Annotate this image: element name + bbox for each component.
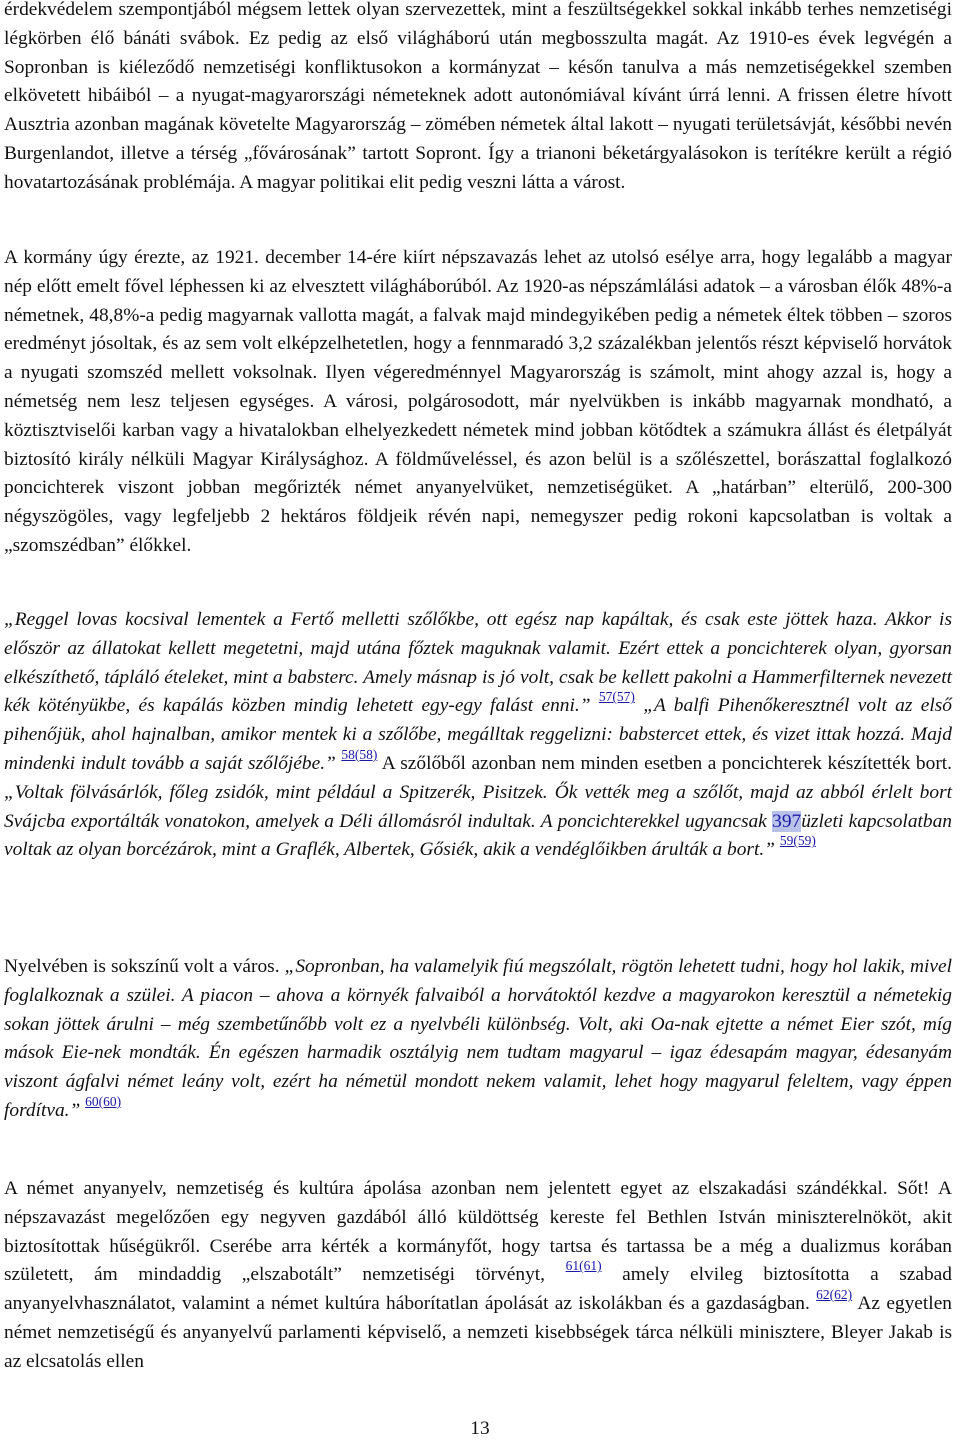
quote-3-continued: üzleti kapcsolatban voltak az olyan borcézárok, mint a Graflék, Albertek, Gősiék, akik a vendéglőikben árulták a bort.” — [4, 810, 952, 861]
paragraph-2-text: A kormány úgy érezte, az 1921. december 14-ére kiírt népszavazás lehet az utolsó esélye arra, hogy legalább a magyar nép előtt emelt fővel léphessen ki az elvesztett világháborúból. Az 1920-as népszámlálási adatok – a városban élők 48%-a németnek, 48,8%-a pedig magyarnak vallotta magát, a falvak majd mindegyikében pedig a németek éltek többen – szoros eredményt jósoltak, és az sem volt elképzelhetetlen, hogy a fennmaradó 3,2 százalékban jelentős részt képviselő horvátok a nyugati szomszéd mellett voksolnak. Ilyen végeredménnyel Magyarország is számolt, mint ahogy azzal is, hogy a németség nem lesz teljesen egységes. A városi, polgárosodott, már nyelvükben is inkább magyarnak mondható, a köztisztviselői karban vagy a hivatalokban elhelyezkedett németek mind jobban kötődtek a számukra állást és életpályát biztosító király nélküli Magyar Királysághoz. A földműveléssel, és azon belül is a szőlészettel, borászattal foglalkozó poncichterek viszont jobban megőrizték német anyanyelvüket, nemzetiségüket. A „határban” elterülő, 200-300 négyszögöles, vagy legfeljebb 2 hektáros földjeik révén napi, nemegyszer pedig rokoni kapcsolatban is voltak a „szomszédban” élőkkel. — [4, 247, 952, 556]
paragraph-3-text: A szőlőből azonban nem minden esetben a poncichterek készítették bort. — [377, 752, 953, 774]
footnote-link-57[interactable]: 57(57) — [598, 689, 635, 705]
quote-1: „Reggel lovas kocsival lementek a Fertő melletti szőlőkbe, ott egész nap kapáltak, és csak este jöttek haza. Akkor is először az állatokat kellett megetetni, majd utána főztek maguknak valamit. Ezért ettek a poncichterek olyan, gyorsan elkészíthető, tápláló ételeket, mint a babsterc. Amely másnap is jó volt, csak be kellett pakolni a Hammerfilternek nevezett kék kötényükbe, és kapálás közben mindig lehetett egy-egy falást enni.” — [4, 609, 952, 717]
quote-2: „A balfi Pihenőkeresztnél volt az első pihenőjük, ahol hajnalban, amikor mentek ki a szőlőbe, megálltak reggelizni: babstercet ettek, és vizet ittak hozzá. Majd mindenki indult tovább a saját szőlőjébe.” — [4, 695, 952, 774]
quote-4: „Sopronban, ha valamelyik fiú megszólalt, rögtön lehetett tudni, hogy hol lakik, mivel foglalkoznak a szülei. A piacon – ahova a környék falvaiból a horvátoktól kezdve a magyarokon keresztül a németekig sokan jöttek árulni – még szembetűnőbb volt ez a nyelvbéli különbség. Volt, aki Oa-nak ejtette a német Eier szót, míg mások Eie-nek mondták. Én egészen harmadik osztályig nem tudtam magyarul – igaz édesapám magyar, édesanyám viszont ágfalvi német leány volt, ezért ha németül mondott nekem valamit, lehet hogy magyarul feleltem, vagy éppen fordítva.” — [4, 956, 953, 1121]
paragraph-3-quotes — [4, 606, 952, 865]
page-marker-highlight[interactable]: 397 — [772, 810, 802, 832]
footnote-link-60[interactable]: 60(60) — [85, 1093, 122, 1109]
footnote-link-62[interactable]: 62(62) — [816, 1287, 853, 1303]
paragraph-4-text: Nyelvében is sokszínű volt a város. — [4, 956, 285, 977]
paragraph-5-text-a: A német anyanyelv, nemzetiség és kultúra ápolása azonban nem jelentett egyet az elszakadási szándékkal. Sőt! A népszavazást megelőzően egy negyven gazdából álló küldöttség kereste fel Bethlen István miniszterelnököt, akit biztosítottak hűségükről. Cserébe arra kérték a kormányfőt, hogy tartsa és tartassa be a még a dualizmus korában született, ám mindaddig „elszabotált” nemzetiségi törvényt, — [4, 1178, 952, 1286]
footnote-link-58[interactable]: 58(58) — [341, 746, 378, 762]
page-number: 13 — [470, 1418, 490, 1439]
paragraph-5 — [4, 1175, 952, 1377]
paragraph-2 — [4, 244, 952, 561]
paragraph-1-text: érdekvédelem szempontjából mégsem lettek olyan szervezettek, mint a feszültségekkel sokkal inkább terhes nemzetiségi légkörben élő bánáti svábok. Ez pedig az első világháború után megbosszulta magát. Az 1910-es évek legvégén a Sopronban is kiéleződő nemzetiségi konfliktusokon a kormányzat – későn tanulva a más nemzetiségekkel szemben elkövetett hibáiból – a nyugat-magyarországi németeknek adott autonómiával kívánt úrrá lenni. A frissen életre hívott Ausztria azonban magának követelte Magyarország – zömében németek által lakott – nyugati területsávját, későbbi nevén Burgenlandot, illetve a térség „fővárosának” tartott Sopront. Így a trianoni béketárgyalásokon is terítékre került a régió hovatartozásának problémája. A magyar politikai elit pedig veszni látta a várost. — [4, 0, 952, 193]
paragraph-5-text-b: amely elvileg biztosította a szabad anyanyelvhasználatot, valamint a német kultúra háborítatlan ápolását az iskolákban és a gazdaságban. — [4, 1264, 952, 1315]
footnote-link-59[interactable]: 59(59) — [779, 833, 816, 849]
paragraph-1 — [4, 0, 952, 198]
footnote-link-61[interactable]: 61(61) — [565, 1258, 602, 1274]
quote-3: „Voltak fölvásárlók, főleg zsidók, mint például a Spitzerék, Pisitzek. Ők vették meg a szőlőt, majd az abból érlelt bort Svájcba exportálták vonatokon, amelyek a Déli állomásról indultak. A poncichterekkel ugyancsak — [4, 781, 952, 832]
paragraph-5-text-c: Az egyetlen német nemzetiségű és anyanyelvű parlamenti képviselő, a nemzeti kisebbségek tárca nélküli minisztere, Bleyer Jakab is az elcsatolás ellen — [4, 1293, 952, 1372]
paragraph-4 — [4, 953, 952, 1126]
